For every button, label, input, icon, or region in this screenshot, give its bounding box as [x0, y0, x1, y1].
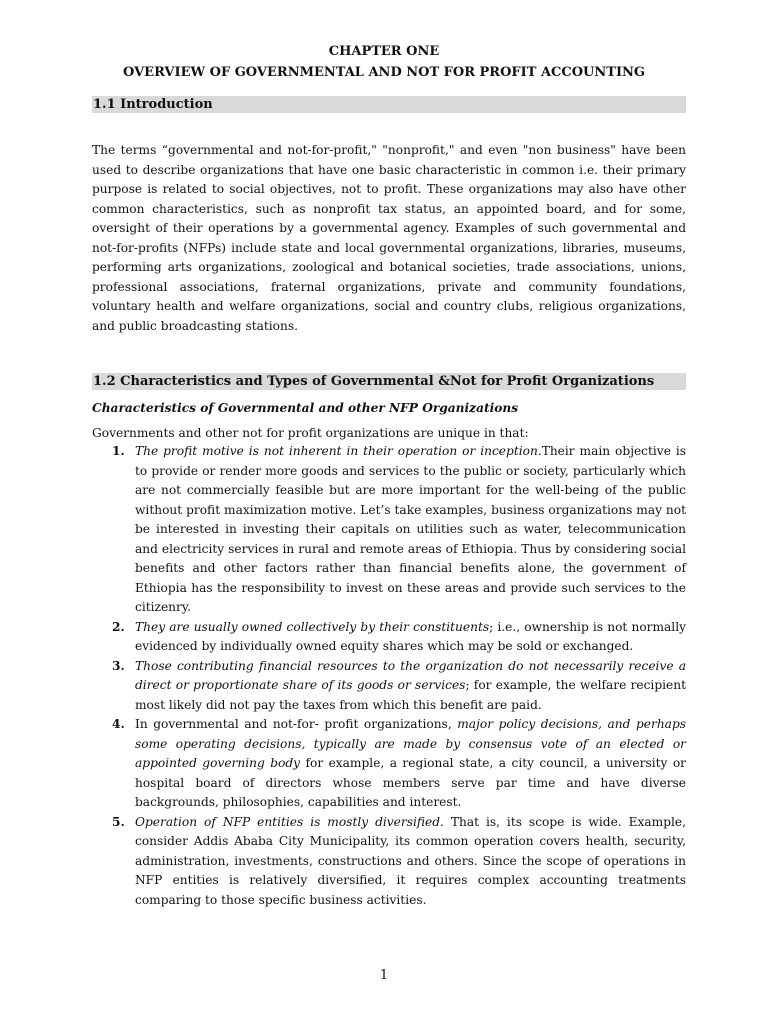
list-item [92, 442, 686, 618]
list-item-emphasis: Operation of NFP entities is mostly diversified [135, 814, 441, 829]
section-heading-introduction [92, 96, 686, 113]
list-item-emphasis: They are usually owned collectively by their constituents [135, 619, 490, 634]
list-item-emphasis: The profit motive is not inherent in their operation or inception. [135, 444, 542, 458]
list-item [92, 618, 686, 657]
list-item [92, 715, 686, 813]
section-heading-text: 1.2 Characteristics and Types of Governmental &Not for Profit Organizations [93, 374, 655, 389]
list-item-emphasis: Those contributing financial resources to the organization do not necessarily receive a direct or proportionate share of its goods or services [135, 658, 686, 692]
list-item-number: 2. [112, 619, 125, 634]
introduction-paragraph: The terms “governmental and not-for-profit," "nonprofit," and even "non business" have been used to describe organizations that have one basic characteristic in common i.e. their primary purpose is related to social objectives, not to profit. These organizations may also have other common characteristics, such as nonprofit tax status, an appointed board, and for some, oversight of their operations by a governmental agency. Examples of such governmental and not-for-profits (NFPs) include state and local governmental organizations, libraries, museums, performing arts organizations, zoological and botanical societies, trade associations, unions, professional associations, fraternal organizations, private and community foundations, voluntary health and welfare organizations, social and country clubs, religious organizations, and public broadcasting stations. [92, 143, 686, 333]
list-item-number: 5. [112, 814, 125, 829]
list-item-lead-text: In governmental and not-for- profit organizations, [135, 717, 458, 731]
list-item [92, 657, 686, 716]
list-item-number: 3. [112, 658, 125, 673]
list-item-emphasis: major policy decisions, and perhaps some operating decisions, typically are made by consensus vote of an elected or appointed governing body [135, 717, 686, 770]
list-item-text: ; for example, the welfare recipient most likely did not pay the taxes from which this benefit are paid. [135, 678, 686, 712]
list-item-text: for example, a regional state, a city council, a university or hospital board of directors whose members serve par time and have diverse backgrounds, philosophies, capabilities and interest. [135, 756, 686, 809]
list-item [92, 813, 686, 911]
chapter-number: CHAPTER ONE [328, 44, 440, 59]
subsection-heading: Characteristics of Governmental and other NFP Organizations [92, 401, 519, 415]
list-item-text: ; i.e., ownership is not normally evidenced by individually owned equity shares which may be sold or exchanged. [135, 619, 686, 653]
chapter-title: OVERVIEW OF GOVERNMENTAL AND NOT FOR PROFIT ACCOUNTING [122, 65, 646, 80]
list-item-number: 4. [112, 717, 125, 731]
list-intro: Governments and other not for profit organizations are unique in that: [92, 426, 529, 440]
section-heading-text: 1.1 Introduction [93, 97, 213, 112]
section-heading-characteristics [92, 373, 686, 390]
list-item-number: 1. [112, 444, 125, 458]
list-item-text: Their main objective is to provide or render more goods and services to the public or society, particularly which are not commercially feasible but are more important for the well-being of the public without profit maximization motive. Let’s take examples, business organizations may not be interested in investing their capitals on utilities such as water, telecommunication and electricity services in rural and remote areas of Ethiopia. Thus by considering social benefits and other factors rather than financial benefits alone, the government of Ethiopia has the responsibility to invest on these areas and provide such services to the citizenry. [135, 444, 686, 614]
page-number: 1 [379, 968, 389, 983]
list-item-text: . That is, its scope is wide. Example, consider Addis Ababa City Municipality, its common operation covers health, security, administration, investments, constructions and others. Since the scope of operations in NFP entities is relatively diversified, it requires complex accounting treatments comparing to those specific business activities. [135, 814, 686, 907]
characteristics-list [92, 442, 686, 910]
